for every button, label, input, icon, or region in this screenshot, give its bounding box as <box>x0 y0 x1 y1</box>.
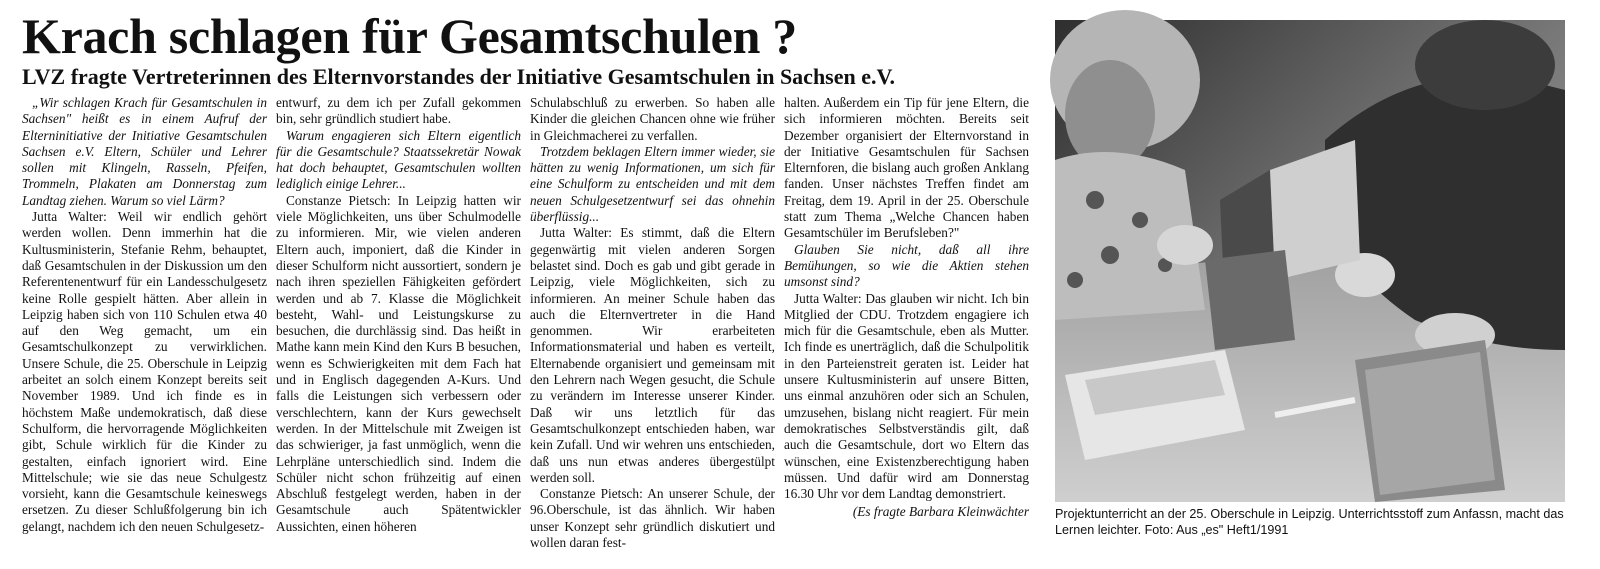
answer-paragraph: Constanze Pietsch: In Leipzig hatten wir viele Möglichkeiten, uns über Schulmodelle zu informieren. Mir, wie vielen anderen Eltern auch, imponiert, daß die Kinder in dieser Schulform nicht aussortiert, sondern je nach ihren speziellen Fähigkeiten gefördert werden und ab 7. Klasse die Möglichkeit besteht, Wahl- und Leistungskurse zu besuchen, die durchlässig sind. Das heißt in Mathe kann mein Kind den Kurs B besuchen, wenn es Schwierigkeiten mit dem Fach hat und in Englisch dagegenden A-Kurs. Und falls die Leistungen sich verbessern oder verschlechtern, kann der Kurs gewechselt werden. In der Mittelschule mit Zweigen ist das schwieriger, ja fast unmöglich, wenn die Lehrpläne unterschiedlich sind. Indem die Schüler nicht schon frühzeitig auf einen Abschluß festgelegt werden, haben in der Gesamtschule auch Spätentwickler Aussichten, einen höheren <box>276 192 521 534</box>
question-paragraph: Trotzdem beklagen Eltern immer wieder, sie hätten zu wenig Informationen, um sich für eine Schulform zu entscheiden und mit dem neuen Schulgesetzentwurf sei das ohnehin überflüssig... <box>530 143 775 225</box>
answer-paragraph: Jutta Walter: Es stimmt, daß die Eltern gegenwärtig mit vielen anderen Sorgen belastet sind. Doch es gab und gibt gerade in Leipzig, viele Möglichkeiten, sich zu informieren. An meiner Schule haben das auch die Elternvertreter in die Hand genommen. Wir erarbeiteten Informationsmaterial und haben es verteilt, Elternabende organisiert und gemeinsam mit den Lehrern nach Wegen gesucht, die Schule zu verändern im Interesse unserer Kinder. Daß wir uns letztlich für das Gesamtschulkonzept entschieden haben, war kein Zufall. Und wir wehren uns entschieden, daß uns nun etwas anderes übergestülpt werden soll. <box>530 225 775 485</box>
article-column-1 <box>22 95 267 535</box>
continued-paragraph: halten. Außerdem ein Tip für jene Eltern, die sich informieren möchten. Bereits seit Dezember organisiert der Elternvorstand in der Initiative Gesamtschulen für Sachsen Elternforen, die bislang auch großen Anklang fanden. Unser nächstes Treffen findet am Freitag, dem 19. April in der 25. Oberschule statt zum Thema „Welche Chancen haben Gesamtschüler im Berufsleben?" <box>784 95 1029 241</box>
photo-caption: Projektunterricht an der 25. Oberschule in Leipzig. Unterrichtsstoff zum Anfassn, macht das Lernen leichter. Foto: Aus „es" Heft1/1991 <box>1055 507 1564 537</box>
byline: (Es fragte Barbara Kleinwächter <box>852 504 1029 520</box>
answer-paragraph: Jutta Walter: Das glauben wir nicht. Ich bin Mitglied der CDU. Trotzdem engagiere ich mich für die Gesamtschule, eben als Mutter. Ich finde es unerträglich, daß die Schulpolitik in den Parteienstreit geraten ist. Leider hat unsere Kultusministerin auf unsere Bitten, uns einmal anzuhören oder sich an Schulen, umzusehen, bislang nicht reagiert. Für mein demokratisches Selbstverständis gilt, daß auch die Gesamtschule, dort wo Eltern das wünschen, eine Existenzberechtigung haben müssen. Und dafür wird am Donnerstag 16.30 Uhr vor dem Landtag demonstriert. <box>784 290 1029 502</box>
question-paragraph: Glauben Sie nicht, daß all ihre Bemühungen, so wie die Aktien stehen umsonst sind? <box>784 241 1029 290</box>
question-paragraph: Warum engagieren sich Eltern eigentlich für die Gesamtschule? Staatssekretär Nowak hat doch behauptet, Gesamtschulen wollten lediglich einige Lehrer... <box>276 127 521 192</box>
classroom-photo <box>1055 20 1565 502</box>
article-column-2 <box>276 95 521 535</box>
headline: Krach schlagen für Gesamtschulen ? <box>22 8 797 64</box>
article-column-4 <box>784 95 1029 535</box>
answer-paragraph: Constanze Pietsch: An unserer Schule, der 96.Oberschule, ist das ähnlich. Wir haben unser Konzept sehr gründlich diskutiert und wollen daran fest- <box>530 486 775 551</box>
article-column-3 <box>530 95 775 551</box>
subheadline: LVZ fragte Vertreterinnen des Elternvorstandes der Initiative Gesamtschulen in Sachsen e.V. <box>22 64 896 89</box>
question-paragraph: „Wir schlagen Krach für Gesamtschulen in Sachsen" heißt es in einem Aufruf der Elterninitiative der Initiative Gesamtschulen Sachsen e.V. Eltern, Schüler und Lehrer sollen mit Klingeln, Rasseln, Pfeifen, Trommeln, Plakaten am Donnerstag zum Landtag ziehen. Warum so viel Lärm? <box>22 95 267 208</box>
answer-paragraph: Jutta Walter: Weil wir endlich gehört werden wollen. Denn immerhin hat die Kultusministerin, Stefanie Rehm, behauptet, daß Gesamtschulen in der Diskussion um den Referentenentwurf für ein Landesschulgesetz keine Rolle gespielt hätten. Aber allein in Leipzig haben sich von 110 Schulen etwa 40 auf den Weg gemacht, um ein Gesamtschulkonzept zu verwirklichen. Unsere Schule, die 25. Oberschule in Leipzig arbeitet an solch einem Konzept bereits seit November 1989. Und ich finde es in höchstem Maße undemokratisch, daß diese Schulform, die hervorragende Möglichkeiten gibt, Schule wirklich für die Kinder zu gestalten, einfach ignoriert wird. Eine Mittelschule; wie sie das neue Schulgestz vorsieht, kann die Gesamtschule keineswegs ersetzen. Zu dieser Schlußfolgerung bin ich gelangt, nachdem ich den neuen Schulgesetz- <box>22 209 267 534</box>
continued-paragraph: entwurf, zu dem ich per Zufall gekommen bin, sehr gründlich studiert habe. <box>276 95 521 127</box>
continued-paragraph: Schulabschluß zu erwerben. So haben alle Kinder die gleichen Chancen ohne wie früher in Gleichmacherei zu verfallen. <box>530 95 775 143</box>
